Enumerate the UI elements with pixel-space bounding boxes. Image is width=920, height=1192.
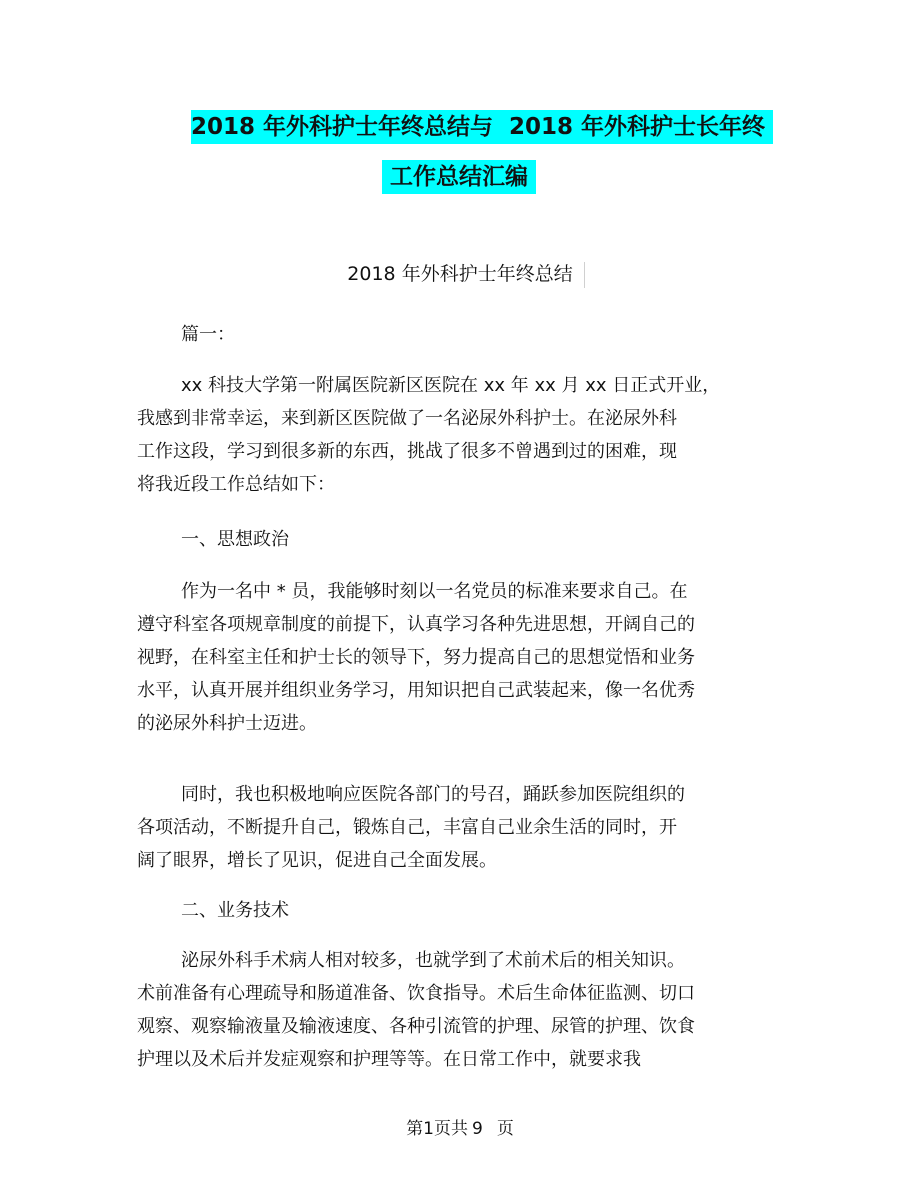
paragraph-2 [137, 575, 749, 740]
section-title: 2018 年外科护士年终总结 [347, 263, 573, 285]
footer-suffix: 页 [496, 1119, 514, 1139]
paragraph-line: 视野，在科室主任和护士长的领导下，努力提高自己的思想觉悟和业务 [137, 647, 695, 668]
footer-middle: 页共 [434, 1119, 468, 1139]
footer-total-pages: 9 [472, 1119, 483, 1139]
paragraph-line: 同时，我也积极地响应医院各部门的号召，踊跃参加医院组织的 [181, 784, 685, 805]
paragraph-line: 我感到非常幸运，来到新区医院做了一名泌尿外科护士。在泌尿外科 [137, 408, 677, 429]
paragraph-line: 遵守科室各项规章制度的前提下，认真学习各种先进思想，开阔自己的 [137, 614, 695, 635]
paragraph-line: 工作这段，学习到很多新的东西，挑战了很多不曾遇到过的困难，现 [137, 441, 677, 462]
paragraph-1 [137, 369, 749, 501]
paragraph-line: 的泌尿外科护士迈进。 [137, 713, 317, 734]
paragraph-line: 作为一名中 * 员，我能够时刻以一名党员的标准来要求自己。在 [181, 581, 688, 602]
paragraph-line: 观察、观察输液量及输液速度、各种引流管的护理、尿管的护理、饮食 [137, 1016, 695, 1037]
heading-2-text: 二、业务技术 [181, 900, 289, 921]
paragraph-line: 术前准备有心理疏导和肠道准备、饮食指导。术后生命体征监测、切口 [137, 983, 695, 1004]
paragraph-4 [137, 944, 749, 1076]
heading-2 [137, 894, 749, 927]
heading-1 [137, 523, 749, 556]
paragraph-line: 各项活动，不断提升自己，锻炼自己，丰富自己业余生活的同时，开 [137, 817, 677, 838]
heading-1-text: 一、思想政治 [181, 529, 289, 550]
paragraph-3 [137, 778, 749, 877]
paragraph-line: 护理以及术后并发症观察和护理等等。在日常工作中，就要求我 [137, 1049, 641, 1070]
text-cursor-mark [584, 262, 585, 288]
page-footer [0, 1117, 920, 1141]
paragraph-line: 阔了眼界，增长了见识，促进自己全面发展。 [137, 850, 497, 871]
title-part-1: 2018 年外科护士年终总结与 [191, 114, 494, 140]
document-title-line-2: 工作总结汇编 [382, 160, 536, 194]
chapter-label [137, 318, 749, 351]
paragraph-line: 水平，认真开展并组织业务学习，用知识把自己武装起来，像一名优秀 [137, 680, 695, 701]
title-part-2: 2018 年外科护士长年终 [509, 114, 766, 140]
footer-current-page: 1 [423, 1119, 434, 1139]
paragraph-line: 泌尿外科手术病人相对较多，也就学到了术前术后的相关知识。 [181, 950, 685, 971]
document-title-line-1 [191, 110, 773, 144]
footer-prefix: 第 [406, 1119, 424, 1139]
chapter-label-text: 篇一： [181, 324, 235, 345]
paragraph-line: 将我近段工作总结如下： [137, 474, 335, 495]
paragraph-line: xx 科技大学第一附属医院新区医院在 xx 年 xx 月 xx 日正式开业， [181, 375, 721, 396]
